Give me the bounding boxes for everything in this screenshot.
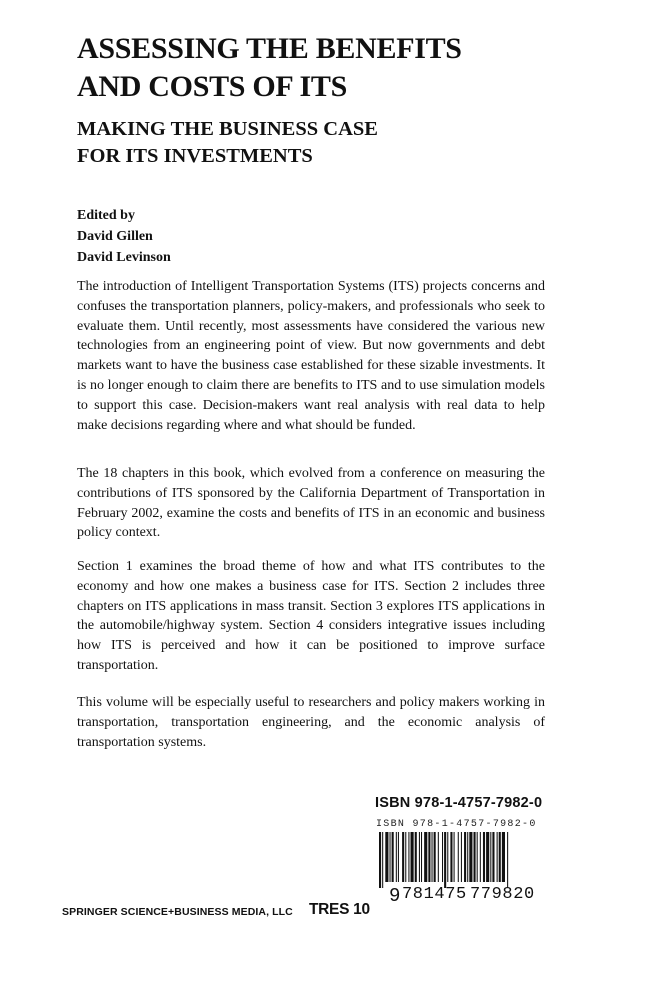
barcode-bar — [450, 832, 452, 882]
barcode-bar — [474, 832, 476, 882]
isbn-label: ISBN 978-1-4757-7982-0 — [375, 795, 543, 811]
barcode-bar — [469, 832, 472, 882]
barcode-bar — [432, 832, 433, 882]
edited-by-label: Edited by — [77, 208, 135, 223]
barcode-bar — [434, 832, 436, 882]
barcode-bar — [499, 832, 501, 882]
description-paragraph-1: The introduction of Intelligent Transportation Systems (ITS) projects concerns and confuses the transportation planners, policy-makers, and professionals who seek to evaluate them. Until recently, most assessments have considered the various new technologies from an engineering point of view. But now governments and debt markets want to have the business case established for these sizable investments. It is no longer enough to claim there are benefits to ITS and to use simulation models to support this case. Decision-makers want real analysis with real data to help make decisions regarding where and what should be funded. — [77, 279, 545, 433]
barcode-bar — [467, 832, 468, 882]
barcode-bar — [405, 832, 406, 882]
barcode-bar — [454, 832, 455, 882]
description-paragraph-3: Section 1 examines the broad theme of how and what ITS contributes to the economy and how one makes a business case for ITS. Section 2 includes three chapters on ITS applications in mass transit. Section 3 explores ITS applications in the automobile/highway system. Section 4 considers integrative issues including how ITS is perceived and how it can be positioned to improve surface transportation. — [77, 559, 545, 673]
barcode-bar — [464, 832, 466, 882]
barcode-bar — [419, 832, 420, 882]
book-title-line-1: ASSESSING THE BENEFITS — [77, 32, 462, 65]
barcode-bar — [483, 832, 485, 882]
barcode-bars — [379, 832, 551, 888]
barcode-bar — [402, 832, 404, 882]
barcode-bar — [507, 832, 508, 888]
barcode-bar — [444, 832, 446, 888]
barcode-bar — [428, 832, 430, 882]
barcode-bar — [382, 832, 383, 888]
barcode-bar — [415, 832, 417, 882]
barcode-bar — [385, 832, 388, 882]
barcode-bar — [477, 832, 478, 882]
book-subtitle-line-2: FOR ITS INVESTMENTS — [77, 145, 313, 167]
editor-name: David Levinson — [77, 250, 171, 265]
barcode-bar — [458, 832, 459, 882]
book-title-line-2: AND COSTS OF ITS — [77, 70, 347, 103]
barcode-bar — [497, 832, 498, 882]
barcode — [372, 818, 558, 918]
description-paragraph-2: The 18 chapters in this book, which evolved from a conference on measuring the contributions of ITS sponsored by the California Department of Transportation in February 2002, examine the costs and benefits of ITS in an economic and business policy context. — [77, 466, 545, 541]
barcode-bar — [486, 832, 489, 882]
barcode-bar — [424, 832, 427, 882]
barcode-digit-group-2: 779820 — [470, 885, 535, 904]
barcode-bar — [492, 832, 494, 882]
barcode-bar — [398, 832, 399, 882]
barcode-bar — [379, 832, 381, 888]
barcode-digit-group-1: 781475 — [402, 885, 467, 904]
editor-name: David Gillen — [77, 229, 153, 244]
barcode-bar — [392, 832, 394, 882]
barcode-bar — [461, 832, 462, 882]
barcode-bar — [408, 832, 409, 882]
book-subtitle-line-1: MAKING THE BUSINESS CASE — [77, 118, 378, 140]
description-paragraph-4: This volume will be especially useful to researchers and policy makers working in transportation, transportation engineering, and the economic analysis of transportation systems. — [77, 695, 545, 750]
series-code: TRES 10 — [309, 901, 370, 918]
barcode-bar — [390, 832, 391, 882]
barcode-bar — [447, 832, 448, 882]
barcode-lead-digit: 9 — [389, 885, 402, 907]
barcode-bar — [438, 832, 439, 882]
barcode-isbn-text: ISBN 978-1-4757-7982-0 — [376, 819, 537, 830]
barcode-bar — [502, 832, 505, 882]
barcode-bar — [411, 832, 414, 882]
barcode-bar — [442, 832, 443, 882]
editors-block — [77, 205, 171, 268]
barcode-bar — [480, 832, 481, 882]
barcode-bar — [421, 832, 422, 882]
publisher-name: SPRINGER SCIENCE+BUSINESS MEDIA, LLC — [62, 906, 293, 918]
barcode-bar — [396, 832, 397, 882]
book-subtitle — [77, 116, 637, 170]
barcode-bar — [490, 832, 491, 882]
book-title — [77, 30, 637, 106]
